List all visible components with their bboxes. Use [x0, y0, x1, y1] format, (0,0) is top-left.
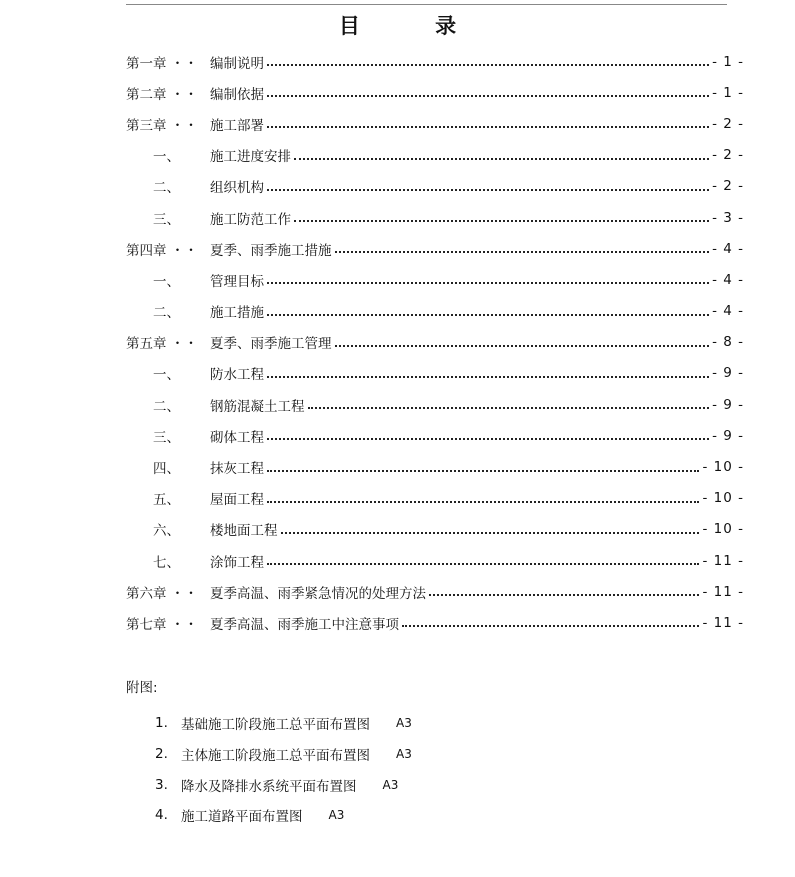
toc-row[interactable] — [126, 233, 744, 264]
toc-number: 二、 — [153, 305, 180, 322]
toc-page: - 3 - — [712, 209, 744, 226]
toc-label: 施工部署 — [210, 117, 264, 134]
toc-number: 第三章 ・・ — [126, 117, 198, 134]
toc-row[interactable] — [126, 451, 744, 482]
toc-row[interactable] — [126, 108, 744, 139]
appendix-item-size: A3 — [396, 716, 412, 731]
table-of-contents — [126, 46, 744, 639]
dot-leader — [335, 344, 710, 347]
toc-label: 夏季、雨季施工管理 — [210, 336, 332, 353]
appendix-item-size: A3 — [396, 747, 412, 762]
appendix-item-size: A3 — [328, 808, 345, 823]
toc-page: - 8 - — [712, 334, 744, 351]
toc-page: - 9 - — [712, 427, 744, 444]
dot-leader — [267, 94, 709, 97]
toc-label: 防水工程 — [210, 367, 264, 384]
toc-number: 第七章 ・・ — [126, 616, 198, 633]
toc-page: - 10 - — [702, 459, 744, 476]
toc-row[interactable] — [126, 607, 744, 638]
toc-page: - 1 - — [712, 84, 744, 101]
toc-label: 管理目标 — [210, 273, 264, 290]
appendix-item-number: 1. — [155, 715, 168, 732]
toc-row[interactable] — [126, 420, 744, 451]
appendix-item-number: 2. — [155, 746, 168, 763]
toc-row[interactable] — [126, 264, 744, 295]
toc-row[interactable] — [126, 327, 744, 358]
toc-page: - 2 - — [712, 178, 744, 195]
dot-leader — [267, 375, 709, 378]
toc-label: 夏季高温、雨季施工中注意事项 — [210, 616, 399, 633]
toc-page: - 10 - — [702, 521, 744, 538]
dot-leader — [429, 593, 699, 596]
toc-label: 组织机构 — [210, 180, 264, 197]
dot-leader — [335, 250, 710, 253]
toc-number: 三、 — [153, 211, 180, 228]
toc-row[interactable] — [126, 77, 744, 108]
toc-number: 二、 — [153, 398, 180, 415]
toc-row[interactable] — [126, 576, 744, 607]
page-title: 目 录 — [338, 14, 491, 38]
toc-number: 第二章 ・・ — [126, 86, 198, 103]
toc-number: 二、 — [153, 180, 180, 197]
toc-number: 五、 — [153, 492, 180, 509]
toc-number: 六、 — [153, 523, 180, 540]
dot-leader — [402, 624, 699, 627]
dot-leader — [294, 219, 709, 222]
appendix-item — [126, 800, 626, 831]
appendix-item-number: 4. — [155, 807, 168, 824]
appendix-item — [126, 708, 626, 739]
toc-label: 钢筋混凝土工程 — [210, 398, 305, 415]
dot-leader — [267, 437, 709, 440]
toc-row[interactable] — [126, 296, 744, 327]
toc-label: 屋面工程 — [210, 492, 264, 509]
appendix-section — [126, 676, 626, 831]
toc-page: - 10 - — [702, 490, 744, 507]
appendix-item-label: 施工道路平面布置图 — [181, 809, 303, 826]
toc-number: 一、 — [153, 149, 180, 166]
toc-row[interactable] — [126, 46, 744, 77]
toc-label: 施工进度安排 — [210, 149, 291, 166]
toc-number: 第五章 ・・ — [126, 336, 198, 353]
toc-page: - 11 - — [702, 583, 744, 600]
toc-label: 砌体工程 — [210, 429, 264, 446]
toc-number: 三、 — [153, 429, 180, 446]
dot-leader — [294, 157, 709, 160]
dot-leader — [267, 500, 699, 503]
appendix-item-label: 主体施工阶段施工总平面布置图 — [181, 748, 370, 765]
toc-label: 施工措施 — [210, 305, 264, 322]
dot-leader — [267, 313, 709, 316]
dot-leader — [267, 562, 699, 565]
toc-label: 涂饰工程 — [210, 554, 264, 571]
toc-page: - 4 - — [712, 271, 744, 288]
toc-label: 夏季高温、雨季紧急情况的处理方法 — [210, 585, 426, 602]
toc-number: 第四章 ・・ — [126, 242, 198, 259]
toc-number: 四、 — [153, 461, 180, 478]
dot-leader — [267, 281, 709, 284]
appendix-item-number: 3. — [155, 776, 168, 793]
toc-page: - 9 - — [712, 396, 744, 413]
toc-number: 一、 — [153, 367, 180, 384]
toc-number: 七、 — [153, 554, 180, 571]
appendix-item-label: 基础施工阶段施工总平面布置图 — [181, 717, 370, 734]
toc-number: 第六章 ・・ — [126, 585, 198, 602]
toc-row[interactable] — [126, 483, 744, 514]
toc-row[interactable] — [126, 140, 744, 171]
appendix-title: 附图: — [126, 680, 158, 696]
toc-label: 夏季、雨季施工措施 — [210, 242, 332, 259]
toc-page: - 2 - — [712, 147, 744, 164]
top-rule — [126, 4, 727, 5]
appendix-item-label: 降水及降排水系统平面布置图 — [181, 778, 357, 795]
toc-label: 编制说明 — [210, 55, 264, 72]
appendix-item — [126, 739, 626, 770]
toc-label: 抹灰工程 — [210, 461, 264, 478]
toc-number: 一、 — [153, 273, 180, 290]
toc-page: - 11 - — [702, 552, 744, 569]
toc-label: 编制依据 — [210, 86, 264, 103]
toc-label: 施工防范工作 — [210, 211, 291, 228]
toc-row[interactable] — [126, 358, 744, 389]
dot-leader — [267, 469, 699, 472]
toc-row[interactable] — [126, 545, 744, 576]
appendix-item-size: A3 — [382, 777, 399, 792]
toc-row[interactable] — [126, 202, 744, 233]
dot-leader — [267, 63, 709, 66]
toc-label: 楼地面工程 — [210, 523, 278, 540]
toc-number: 第一章 ・・ — [126, 55, 198, 72]
toc-row[interactable] — [126, 171, 744, 202]
dot-leader — [308, 406, 710, 409]
dot-leader — [267, 125, 709, 128]
toc-page: - 4 - — [712, 303, 744, 320]
toc-page: - 1 - — [712, 53, 744, 70]
toc-page: - 2 - — [712, 115, 744, 132]
toc-page: - 11 - — [702, 614, 744, 631]
toc-page: - 4 - — [712, 240, 744, 257]
dot-leader — [267, 188, 709, 191]
toc-row[interactable] — [126, 514, 744, 545]
dot-leader — [281, 531, 700, 534]
toc-row[interactable] — [126, 389, 744, 420]
toc-page: - 9 - — [712, 365, 744, 382]
appendix-item — [126, 769, 626, 800]
